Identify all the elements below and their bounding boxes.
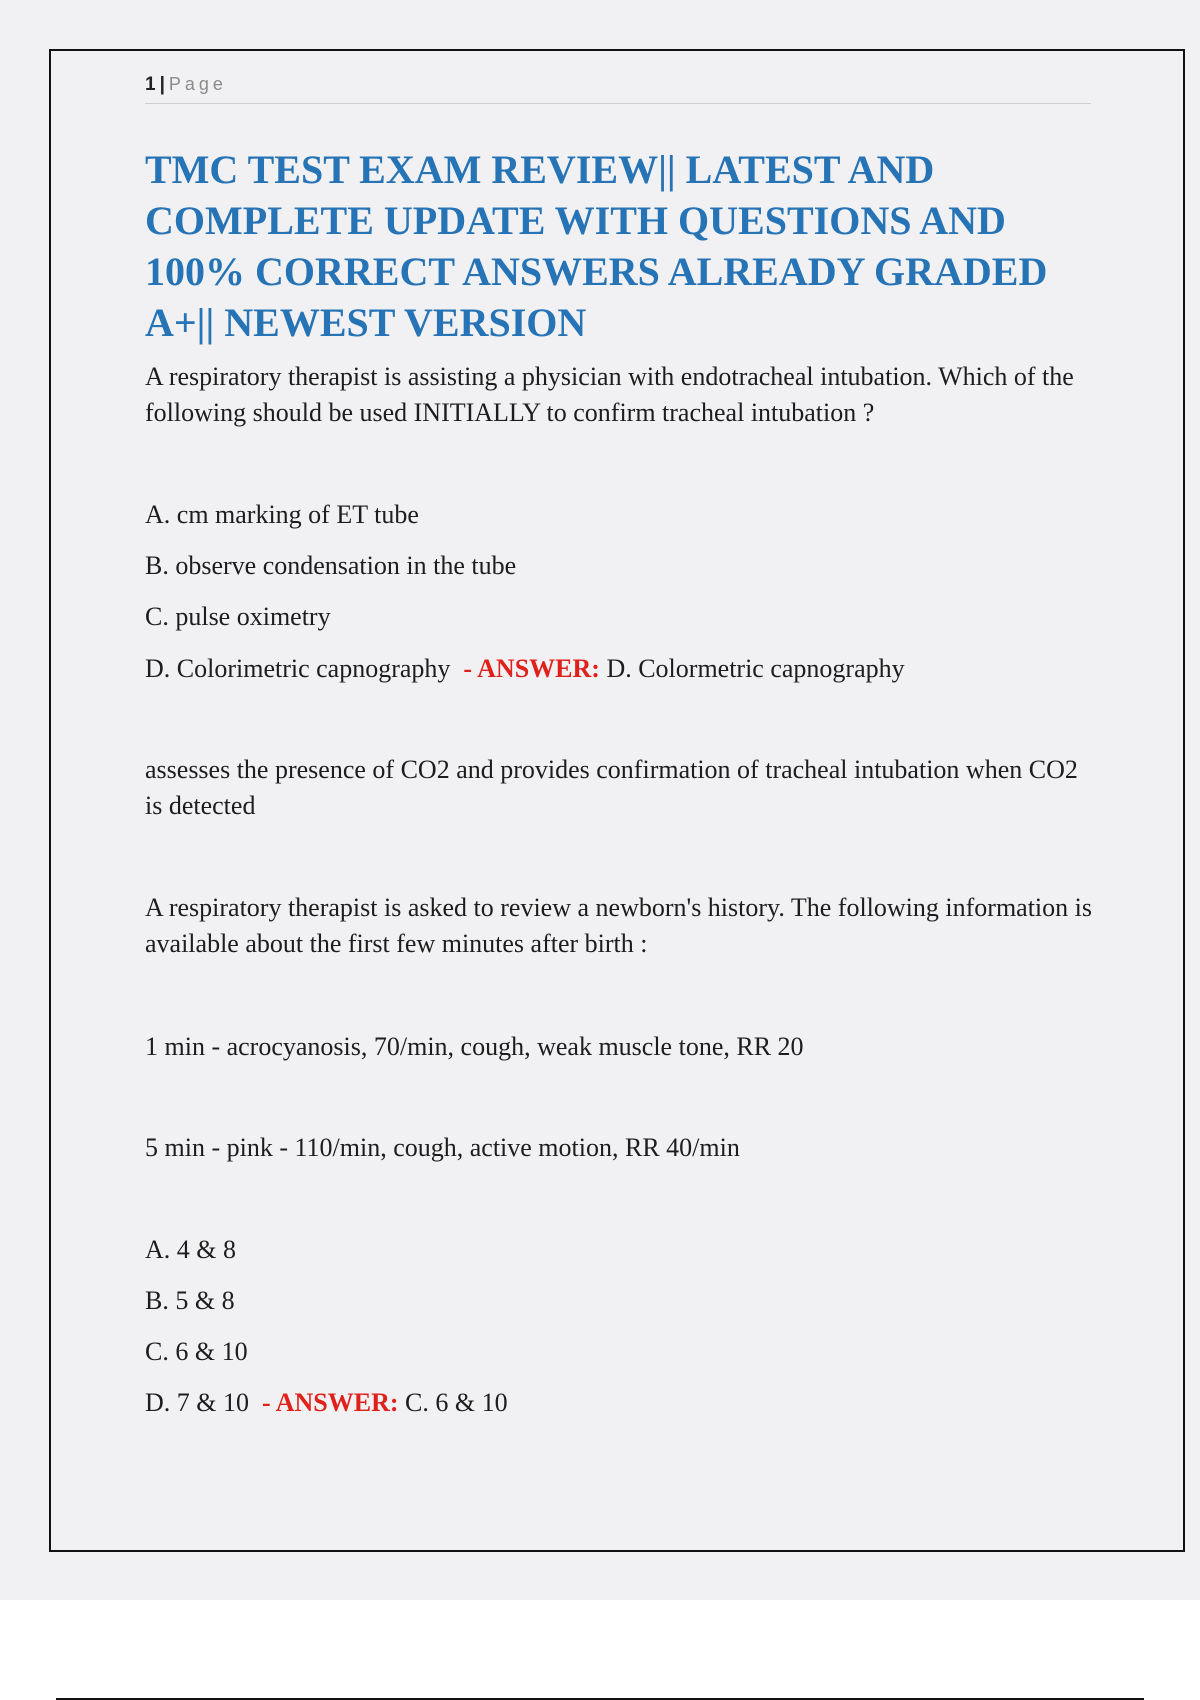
q1-explanation: assesses the presence of CO2 and provides confirmation of tracheal intubation when CO2 is detected bbox=[145, 755, 1078, 820]
question-1-text: A respiratory therapist is assisting a physician with endotracheal intubation. Which of the following should be used INITIALLY to confirm tracheal intubation ? bbox=[145, 362, 1074, 427]
q1-option-a: A. cm marking of ET tube bbox=[145, 500, 419, 529]
q2-option-a: A. 4 & 8 bbox=[145, 1235, 236, 1264]
q2-option-d-with-answer bbox=[145, 1385, 1095, 1421]
document-title: TMC TEST EXAM REVIEW|| LATEST AND COMPLETE UPDATE WITH QUESTIONS AND 100% CORRECT ANSWERS ALREADY GRADED A+|| NEWEST VERSION bbox=[145, 147, 1048, 345]
question-2-text: A respiratory therapist is asked to review a newborn's history. The following information is available about the first few minutes after birth : bbox=[145, 893, 1092, 958]
q2-option-c: C. 6 & 10 bbox=[145, 1337, 248, 1366]
q1-option-d-with-answer bbox=[145, 651, 1095, 687]
page-label: Page bbox=[168, 74, 227, 94]
page-header bbox=[145, 74, 1091, 104]
q1-answer-label: - ANSWER: bbox=[463, 654, 600, 683]
page-number: 1 bbox=[145, 74, 156, 95]
q2-option-b: B. 5 & 8 bbox=[145, 1286, 235, 1315]
q1-option-c: C. pulse oximetry bbox=[145, 602, 331, 631]
q2-observation-5min: 5 min - pink - 110/min, cough, active motion, RR 40/min bbox=[145, 1133, 740, 1162]
q1-option-d: D. Colorimetric capnography bbox=[145, 654, 451, 683]
q1-option-b: B. observe condensation in the tube bbox=[145, 551, 517, 580]
header-separator: | bbox=[159, 74, 165, 95]
q2-answer-label: - ANSWER: bbox=[262, 1388, 399, 1417]
q1-answer-text: D. Colormetric capnography bbox=[606, 654, 905, 683]
q2-observation-1min: 1 min - acrocyanosis, 70/min, cough, weak muscle tone, RR 20 bbox=[145, 1032, 804, 1061]
q2-option-d: D. 7 & 10 bbox=[145, 1388, 249, 1417]
q2-answer-text: C. 6 & 10 bbox=[405, 1388, 508, 1417]
